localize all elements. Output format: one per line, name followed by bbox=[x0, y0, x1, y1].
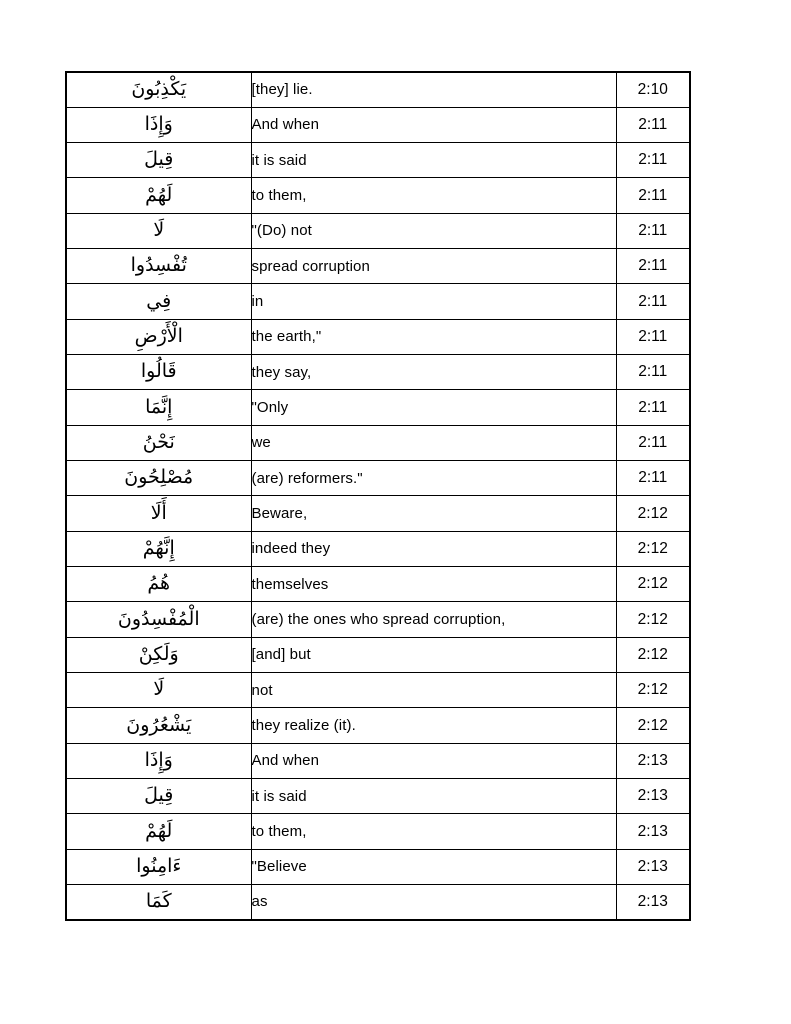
arabic-word-cell: لَهُمْ bbox=[66, 178, 251, 213]
arabic-word-cell: قَالُوا bbox=[66, 355, 251, 390]
verse-ref-cell: 2:11 bbox=[616, 284, 690, 319]
table-row bbox=[66, 814, 690, 849]
translation-cell: as bbox=[251, 885, 616, 920]
table-row bbox=[66, 567, 690, 602]
table-row bbox=[66, 779, 690, 814]
translation-cell: themselves bbox=[251, 567, 616, 602]
table-row bbox=[66, 107, 690, 142]
verse-ref-cell: 2:12 bbox=[616, 708, 690, 743]
verse-ref-cell: 2:11 bbox=[616, 355, 690, 390]
verse-ref-cell: 2:11 bbox=[616, 178, 690, 213]
arabic-word-cell: نَحْنُ bbox=[66, 425, 251, 460]
arabic-word-cell: يَكْذِبُونَ bbox=[66, 72, 251, 107]
translation-cell: "Only bbox=[251, 390, 616, 425]
table-row bbox=[66, 213, 690, 248]
table-row bbox=[66, 249, 690, 284]
arabic-word-cell: ءَامِنُوا bbox=[66, 849, 251, 884]
table-row bbox=[66, 743, 690, 778]
arabic-word-cell: الْمُفْسِدُونَ bbox=[66, 602, 251, 637]
translation-cell: And when bbox=[251, 743, 616, 778]
translation-cell: "(Do) not bbox=[251, 213, 616, 248]
verse-ref-cell: 2:13 bbox=[616, 814, 690, 849]
verse-ref-cell: 2:12 bbox=[616, 637, 690, 672]
verse-ref-cell: 2:11 bbox=[616, 213, 690, 248]
arabic-word-cell: تُفْسِدُوا bbox=[66, 249, 251, 284]
table-row bbox=[66, 355, 690, 390]
arabic-word-cell: إِنَّهُمْ bbox=[66, 531, 251, 566]
translation-cell: in bbox=[251, 284, 616, 319]
table-row bbox=[66, 885, 690, 920]
table-row bbox=[66, 849, 690, 884]
translation-cell: [and] but bbox=[251, 637, 616, 672]
translation-cell: they realize (it). bbox=[251, 708, 616, 743]
verse-ref-cell: 2:12 bbox=[616, 602, 690, 637]
arabic-word-cell: قِيلَ bbox=[66, 143, 251, 178]
translation-cell: spread corruption bbox=[251, 249, 616, 284]
verse-ref-cell: 2:11 bbox=[616, 319, 690, 354]
arabic-word-cell: قِيلَ bbox=[66, 779, 251, 814]
table-row bbox=[66, 637, 690, 672]
table-row bbox=[66, 143, 690, 178]
table-row bbox=[66, 319, 690, 354]
table-row bbox=[66, 425, 690, 460]
translation-cell: to them, bbox=[251, 178, 616, 213]
table-row bbox=[66, 602, 690, 637]
arabic-word-cell: وَلَكِنْ bbox=[66, 637, 251, 672]
arabic-word-cell: هُمُ bbox=[66, 567, 251, 602]
verse-ref-cell: 2:12 bbox=[616, 531, 690, 566]
arabic-word-cell: يَشْعُرُونَ bbox=[66, 708, 251, 743]
table-row bbox=[66, 673, 690, 708]
translation-cell: they say, bbox=[251, 355, 616, 390]
verse-ref-cell: 2:11 bbox=[616, 107, 690, 142]
verse-ref-cell: 2:11 bbox=[616, 390, 690, 425]
arabic-word-cell: لَهُمْ bbox=[66, 814, 251, 849]
arabic-word-cell: وَإِذَا bbox=[66, 107, 251, 142]
translation-cell: it is said bbox=[251, 779, 616, 814]
table-row bbox=[66, 531, 690, 566]
table-row bbox=[66, 284, 690, 319]
arabic-word-cell: لَا bbox=[66, 213, 251, 248]
table-row bbox=[66, 390, 690, 425]
translation-cell: "Believe bbox=[251, 849, 616, 884]
verse-ref-cell: 2:11 bbox=[616, 143, 690, 178]
translation-cell: (are) the ones who spread corruption, bbox=[251, 602, 616, 637]
verse-ref-cell: 2:10 bbox=[616, 72, 690, 107]
arabic-word-cell: مُصْلِحُونَ bbox=[66, 461, 251, 496]
arabic-word-cell: وَإِذَا bbox=[66, 743, 251, 778]
table-row bbox=[66, 496, 690, 531]
verse-ref-cell: 2:11 bbox=[616, 461, 690, 496]
translation-cell: not bbox=[251, 673, 616, 708]
translation-cell: to them, bbox=[251, 814, 616, 849]
table-row bbox=[66, 178, 690, 213]
translation-cell: (are) reformers." bbox=[251, 461, 616, 496]
arabic-word-cell: أَلَا bbox=[66, 496, 251, 531]
word-by-word-translation-table bbox=[65, 71, 691, 921]
translation-cell: indeed they bbox=[251, 531, 616, 566]
arabic-word-cell: الْأَرْضِ bbox=[66, 319, 251, 354]
arabic-word-cell: لَا bbox=[66, 673, 251, 708]
arabic-word-cell: فِي bbox=[66, 284, 251, 319]
table-row bbox=[66, 708, 690, 743]
translation-cell: the earth," bbox=[251, 319, 616, 354]
verse-ref-cell: 2:13 bbox=[616, 779, 690, 814]
verse-ref-cell: 2:13 bbox=[616, 743, 690, 778]
translation-cell: Beware, bbox=[251, 496, 616, 531]
verse-ref-cell: 2:13 bbox=[616, 849, 690, 884]
verse-ref-cell: 2:12 bbox=[616, 673, 690, 708]
verse-ref-cell: 2:12 bbox=[616, 567, 690, 602]
verse-ref-cell: 2:11 bbox=[616, 249, 690, 284]
translation-cell: we bbox=[251, 425, 616, 460]
verse-ref-cell: 2:11 bbox=[616, 425, 690, 460]
verse-ref-cell: 2:13 bbox=[616, 885, 690, 920]
arabic-word-cell: كَمَا bbox=[66, 885, 251, 920]
table-row bbox=[66, 461, 690, 496]
table-row bbox=[66, 72, 690, 107]
translation-cell: it is said bbox=[251, 143, 616, 178]
translation-cell: [they] lie. bbox=[251, 72, 616, 107]
verse-ref-cell: 2:12 bbox=[616, 496, 690, 531]
arabic-word-cell: إِنَّمَا bbox=[66, 390, 251, 425]
translation-cell: And when bbox=[251, 107, 616, 142]
